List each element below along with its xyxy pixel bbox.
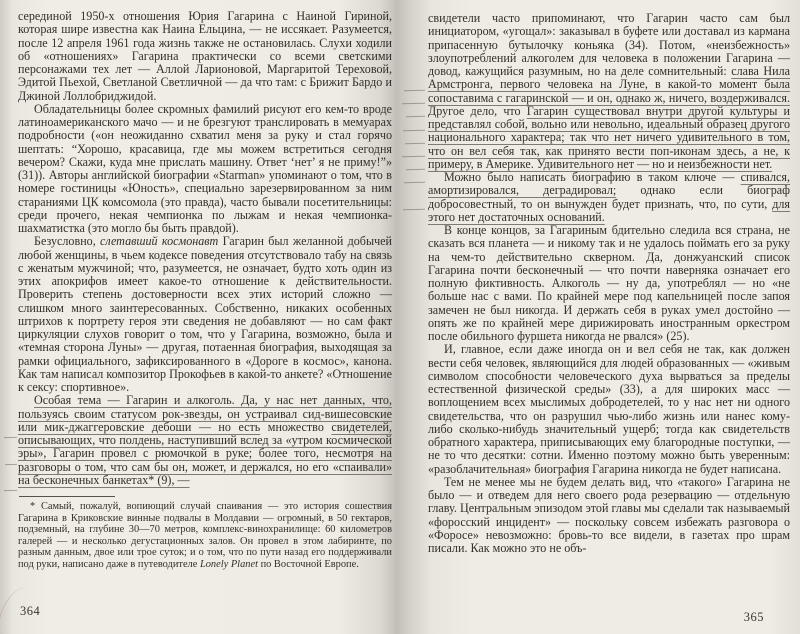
- pencil-margin-mark: [404, 90, 425, 91]
- text-segment: Другое дело, что: [428, 103, 527, 118]
- pencil-margin-mark: [405, 143, 425, 144]
- text-segment: серединой 1950-х отношения Юрия Гагарина с Наиной Гириной, которая шире известна как Наина Ельцина, — не иссякает. Разумеется, после 12 апреля 1961 года жизнь также не остановилась. Слухи ходили об «отношениях» Гагарина практически со всеми светскими персонажами тех лет — Аллой Ларионовой, Маргаритой Тереховой, Эдитой Пьехой, Светланой Светличной — да что там: с Брижит Бардо и Джиной Лоллобриджидой.: [18, 9, 392, 103]
- paragraph: [428, 12, 790, 171]
- pencil-margin-mark: [402, 156, 425, 157]
- pencil-margin-mark: [402, 103, 425, 104]
- paragraph: [428, 343, 790, 476]
- text-segment: * Самый, пожалуй, вопиющий случай спаивания — это история сошествия Гагарина в Криковские винные подвалы в Молдавии — огромный, в 50 гектаров, подземный, на глубине 30—70 метров, комплекс-винохранилище: 60 километров галерей — и несколько дегустационных залов. Он провел в этом лабиринте, по разным данным, двое или трое суток; и о том, что по пути назад его поддерживали под руки, написано даже в путеводителе: [18, 501, 392, 570]
- pencil-margin-mark: [406, 116, 425, 117]
- paragraph: [18, 10, 392, 103]
- paragraph: [428, 171, 790, 224]
- text-segment: множество: [260, 419, 332, 434]
- text-segment: Обладательницы более скромных фамилий рисуют его кем-то вроде латиноамериканского мачо — и не брезгуют транслировать в мемуарах подробности («он неожиданно схватил меня за руку и стал горячо шептать: “Хорошо, красавица, где мы можем встретиться сегодня вечером? Скажи, куда мне прислать машину. Ответ ‘нет’ я не приму!”» (31)). Авторы английской биографии «Starman» упоминают о том, что в номере гостиницы «Юность», специально зарезервированном за ним стараниями ЦК комсомола (это правда), часто бывали посетительницы: среди прочего, некая чемпионка по лыжам и некая чемпионка-шахматистка (это могло бы быть правдой).: [18, 101, 392, 235]
- text-segment: В конце концов, за Гагариным бдительно следила вся страна, не сказать вся планета — и никому так и не удалось поймать его за руку на чем-то действительно скверном. Да, донжуанский список Гагарина почти бесконечный — что почти наверняка означает его полную фиктивность. Алкоголь — ну да, употреблял — но «не больше нас с вами. По крайней мере под капельницей после запоя замечен не был никогда. И держать себя в руках умел достойно — опять же по крайней мере дирижировать иностранным оркестром после обильного фуршета никогда не рвался» (25).: [428, 223, 790, 343]
- italic-text: слетавший космонавт: [100, 234, 219, 249]
- page-number-left: 364: [20, 603, 41, 618]
- text-segment: Гагарин был желанной добычей любой женщины, в чьем кодексе поведения отсутствовало табу на связь с женатым мужчиной; что, разумеется, не означает, будто хоть один из этих апокрифов имеет какое-то отношение к действительности. Проверить степень достоверности всех этих историй сложно — слишком много заинтересованных. Собственно, никаких особенных штрихов к портрету героя эти сведения не добавляют — но сам факт циркуляции слухов говорит о том, что у Гагарина, возможно, была и «темная сторона Луны» — другая, потаенная биография, выходящая за рамки официального, зафиксированного в «Дороге в космос», канона. Как там написал композитор Прокофьев в какой-то анкете? «Отношение к сексу: спортивное».: [18, 234, 392, 394]
- paragraph: [18, 394, 392, 487]
- text-segment: Тем не менее мы не будем делать вид, что «такого» Гагарина не было — и отведем для него своего рода резервацию — отдельную главу. Центральным эпизодом этой главы мы сделали так называемый «форосский инцидент» — поскольку совсем избежать разговора о «Форосе» невозможно: бровь-то все видели, в газетах про шрам писали. Как можно это не объ-: [428, 474, 790, 555]
- paragraph: [18, 103, 392, 236]
- text-segment: И, главное, если даже иногда он и вел себя не так, как должен вести себя человек, являющийся для людей образованных — «живым символом способности человеческого духа вырваться за пределы естественной физической среды» (33), а для широких масс — воплощением всех мыслимых добродетелей, то у нас нет ни одного свидетельства, что он разрушил чью-либо жизнь или нанес кому-либо сколько-нибудь значительный ущерб; тогда как свидетельств обратного характера, приписывающих ему благородные поступки, — не то что десятки: сотни. Именно поэтому можно быть уверенным: «разоблачительная» биография Гагарина никогда не будет написана.: [428, 342, 790, 476]
- paragraph: [428, 224, 790, 343]
- right-page: [428, 0, 790, 634]
- pencil-margin-mark: [4, 437, 17, 438]
- pencil-margin-mark: [5, 464, 17, 465]
- right-page-text-block: [428, 12, 790, 555]
- footnote-text: [18, 501, 392, 570]
- footnote: [18, 496, 392, 570]
- underlined-text: Особая тема — Гагарин и алкоголь. Да, у нас нет данных, что, пользуясь своим статусом рок-звезды, он устраивал сид-вишесовские или мик-джаггеровские дебоши — но есть: [18, 393, 392, 434]
- underlined-text: слава Нила Армстронга, первого человека на Луне, в какой-то момент была сопоставима с гагаринской — и он, однако ж, ничего, воздерживался.: [428, 64, 791, 105]
- text-segment: по Восточной Европе.: [257, 558, 359, 570]
- underlined-text: спивался, амортизировался, деградировал;: [428, 170, 790, 198]
- text-segment: Безусловно,: [34, 234, 101, 249]
- underlined-text: для этого нет достаточных оснований.: [428, 196, 790, 224]
- pencil-margin-mark: [4, 490, 17, 491]
- pencil-margin-mark: [403, 130, 425, 131]
- text-segment: однако если биограф добросовестный, то он вынужден будет признать, что, по сути,: [428, 183, 790, 211]
- pencil-margin-mark: [404, 182, 425, 183]
- left-page-text-block: [18, 10, 392, 570]
- paragraph: [18, 235, 392, 394]
- footnote-separator: [19, 496, 115, 497]
- text-segment: свидетели часто припоминают, что Гагарин часто сам был инициатором, «угощал»: заказывал в буфете или доставал из кармана припасенную бутылочку коньяка (34). Потом, «неизбежность» злоупотреблений алкоголем для человека в положении Гагарина — довод, кажущийся разумным, но на деле сомнительный:: [428, 11, 790, 78]
- pencil-margin-mark: [403, 209, 425, 210]
- text-segment: Можно было написать биографию в таком ключе —: [444, 170, 741, 184]
- underlined-text: Гагарин существовал внутри другой культуры и представлял собой, вольно или невольно, идеальный образец другого национального характера; так что нет ничего удивительного в том, что он вел себя так, как принято вести поп-иконам здесь, а не, к примеру, в Америке. Удивительного нет — но и неизбежности нет.: [428, 103, 790, 171]
- page-number-right: 365: [743, 609, 764, 624]
- italic-text: Lonely Planet: [199, 558, 258, 570]
- paragraph: [428, 476, 790, 556]
- underlined-text: свидетелей, описывающих, что полдень, наступивший вслед за «утром космической эры», Гагарин провел с рюмочкой в руке; более того, несмотря на разговоры о том, что сам бы он, может, и держался, но его «спаивали» на бесконечных банкетах* (9), —: [18, 419, 392, 487]
- pencil-margin-mark: [406, 169, 425, 170]
- left-page: [18, 0, 392, 634]
